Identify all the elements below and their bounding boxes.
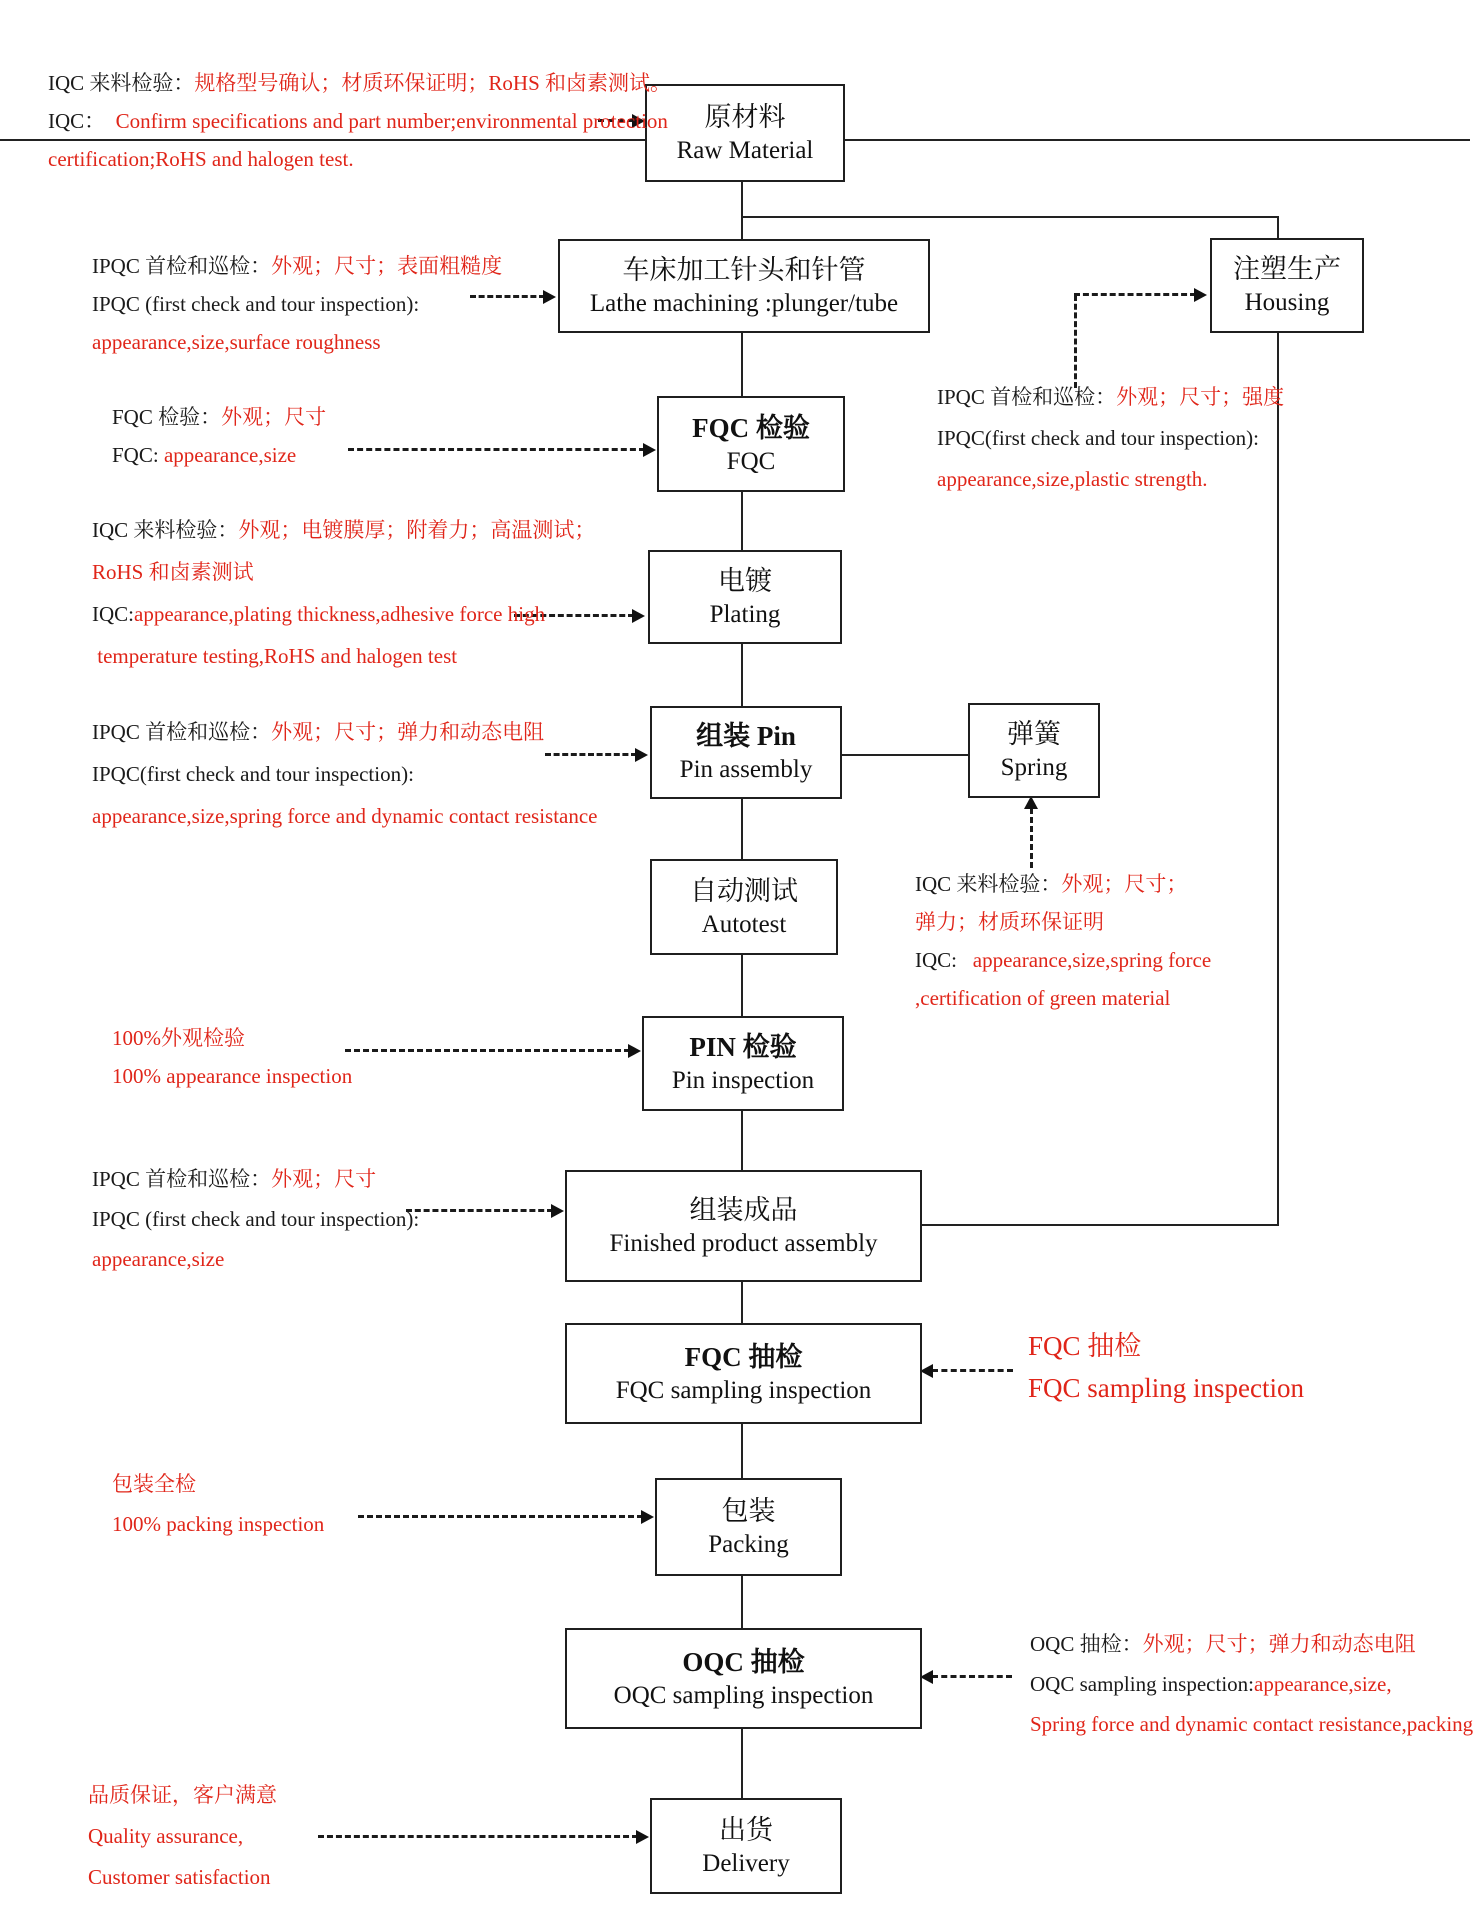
annotation-line — [112, 398, 326, 436]
annotation-text: IQC 来料检验： — [92, 518, 239, 542]
annotation-line — [48, 64, 671, 102]
note-packing — [112, 1464, 324, 1544]
annotation-text: IQC： — [48, 109, 106, 133]
dashed-arrow-finished — [406, 1209, 553, 1212]
annotation-text: 外观；尺寸； — [1061, 872, 1188, 896]
node-packing — [655, 1478, 842, 1576]
annotation-line — [1030, 1664, 1473, 1704]
node-label-en: FQC sampling inspection — [615, 1377, 872, 1404]
annotation-line — [92, 795, 598, 837]
dashed-arrow-oqc — [932, 1675, 1012, 1678]
annotation-text: appearance,size,spring force — [957, 948, 1212, 972]
node-label-en: FQC — [726, 447, 776, 475]
annotation-text: IPQC (first check and tour inspection): — [92, 292, 420, 316]
annotation-line — [112, 1504, 324, 1544]
annotation-line — [915, 979, 1211, 1017]
annotation-text: 外观；电镀膜厚；附着力；高温测试； — [238, 518, 596, 542]
note-plating-iqc — [92, 509, 595, 677]
arrowhead-fqc — [643, 443, 656, 457]
annotation-line — [92, 711, 598, 753]
connector-spring-to-pin-assembly — [838, 754, 968, 756]
connector-branch-to-housing-h — [741, 216, 1279, 218]
node-plating — [648, 550, 842, 644]
annotation-text: IQC: — [92, 602, 134, 626]
annotation-line — [92, 551, 595, 593]
node-autotest — [650, 859, 838, 955]
connector-fqc-sampling-to-packing — [741, 1420, 743, 1478]
annotation-text: OQC sampling inspection: — [1030, 1672, 1254, 1696]
arrowhead-delivery — [636, 1830, 649, 1844]
node-label-en: Finished product assembly — [609, 1229, 878, 1257]
annotation-line — [92, 247, 502, 285]
note-lathe-ipqc — [92, 247, 502, 361]
arrowhead-pin-inspection — [628, 1044, 641, 1058]
node-label-zh: 出货 — [719, 1814, 773, 1845]
annotation-line — [915, 865, 1211, 903]
connector-housing-to-finished — [918, 1224, 1279, 1226]
annotation-line — [112, 1464, 324, 1504]
node-label-zh: 注塑生产 — [1233, 254, 1341, 284]
annotation-line — [92, 1239, 419, 1279]
note-delivery — [88, 1775, 277, 1898]
annotation-line — [92, 593, 595, 635]
node-label-en: Raw Material — [676, 136, 814, 164]
connector-pin-inspection-to-finished — [741, 1107, 743, 1170]
connector-branch-to-housing-v — [1277, 216, 1279, 238]
node-label-zh: 组装成品 — [689, 1194, 798, 1225]
annotation-line — [48, 140, 671, 178]
node-label-zh: OQC 抽检 — [682, 1647, 805, 1677]
connector-oqc-to-delivery — [741, 1725, 743, 1798]
annotation-text: FQC 检验： — [112, 405, 222, 429]
annotation-text: IPQC 首检和巡检： — [937, 385, 1117, 409]
annotation-text: certification;RoHS and halogen test. — [48, 147, 354, 171]
dashed-arrow-delivery — [318, 1835, 638, 1838]
annotation-text: IPQC 首检和巡检： — [92, 720, 272, 744]
dashed-arrow-fqc — [348, 448, 645, 451]
connector-fqc-to-plating — [741, 488, 743, 550]
annotation-text: Quality assurance, — [88, 1824, 244, 1848]
node-fqc — [657, 396, 845, 492]
annotation-text: IPQC(first check and tour inspection): — [937, 426, 1259, 450]
annotation-text: 100%外观检验 — [112, 1026, 245, 1050]
node-label-en: Lathe machining :plunger/tube — [589, 289, 899, 317]
dashed-line-housing-note-v — [1074, 295, 1077, 388]
node-label-zh: PIN 检验 — [689, 1032, 797, 1062]
connector-pin-assembly-to-autotest — [741, 795, 743, 859]
annotation-text: IQC: — [915, 948, 957, 972]
annotation-text: 100% appearance inspection — [112, 1064, 353, 1088]
annotation-text: Customer satisfaction — [88, 1865, 271, 1889]
annotation-line — [937, 459, 1284, 500]
note-pin-ipqc — [92, 711, 598, 837]
node-oqc-sampling — [565, 1628, 922, 1729]
annotation-line — [92, 1199, 419, 1239]
annotation-line — [937, 418, 1284, 459]
node-label-zh: 包装 — [721, 1495, 776, 1526]
annotation-line — [1028, 1325, 1304, 1367]
annotation-text: appearance,size,plastic strength. — [937, 467, 1208, 491]
annotation-text: Spring force and dynamic contact resistance,packing — [1030, 1712, 1474, 1736]
annotation-line — [92, 285, 502, 323]
node-raw-material — [645, 84, 845, 182]
annotation-text: appearance,size — [92, 1247, 225, 1271]
arrowhead-packing — [641, 1510, 654, 1524]
node-label-en: Delivery — [702, 1849, 790, 1877]
annotation-text: RoHS 和卤素测试 — [92, 560, 254, 584]
annotation-line — [92, 509, 595, 551]
annotation-text: IPQC 首检和巡检： — [92, 254, 272, 278]
annotation-text: ,certification of green material — [915, 986, 1171, 1010]
arrowhead-pin-assembly — [635, 748, 648, 762]
note-housing-ipqc — [937, 377, 1284, 500]
node-label-zh: 自动测试 — [690, 875, 798, 906]
annotation-text: appearance,plating thickness,adhesive force high — [134, 602, 546, 626]
connector-autotest-to-pin-inspection — [741, 951, 743, 1016]
annotation-text: 外观；尺寸；弹力和动态电阻 — [271, 720, 545, 744]
node-label-zh: FQC 抽检 — [684, 1342, 803, 1372]
node-pin-assembly — [650, 706, 842, 799]
note-fqc — [112, 398, 326, 474]
node-label-en: Plating — [709, 600, 781, 628]
note-pin-inspection — [112, 1019, 352, 1095]
annotation-text: appearance,size, — [1254, 1672, 1392, 1696]
node-label-zh: 组装 Pin — [696, 721, 796, 751]
node-spring — [968, 703, 1100, 798]
node-label-en: Housing — [1244, 289, 1330, 316]
annotation-line — [1030, 1624, 1473, 1664]
connector-lathe-to-fqc — [741, 329, 743, 396]
annotation-text: appearance,size,surface roughness — [92, 330, 381, 354]
annotation-text: IPQC 首检和巡检： — [92, 1167, 272, 1191]
node-label-en: Pin inspection — [671, 1067, 815, 1094]
annotation-text: 外观；尺寸；强度 — [1116, 385, 1285, 409]
annotation-text: IPQC(first check and tour inspection): — [92, 762, 414, 786]
annotation-line — [1030, 1704, 1473, 1744]
node-label-zh: FQC 检验 — [692, 412, 810, 443]
annotation-text: 外观；尺寸；表面粗糙度 — [271, 254, 503, 278]
annotation-text: temperature testing,RoHS and halogen test — [92, 644, 458, 668]
annotation-text: 外观；尺寸 — [221, 405, 327, 429]
annotation-text: 外观；尺寸；弹力和动态电阻 — [1142, 1632, 1416, 1656]
annotation-text: OQC 抽检： — [1030, 1632, 1143, 1656]
annotation-text: 品质保证，客户满意 — [88, 1783, 277, 1807]
annotation-line — [92, 323, 502, 361]
node-label-en: Autotest — [701, 910, 787, 938]
annotation-text: Confirm specifications and part number;environmental protection — [105, 109, 668, 133]
dashed-arrow-pin-inspection — [345, 1049, 630, 1052]
connector-raw-to-lathe — [741, 178, 743, 239]
annotation-text: 包装全检 — [112, 1472, 196, 1496]
node-label-zh: 原材料 — [704, 101, 786, 132]
arrowhead-plating — [632, 609, 645, 623]
node-label-en: OQC sampling inspection — [613, 1682, 874, 1709]
annotation-text: 规格型号确认；材质环保证明；RoHS 和卤素测试。 — [194, 71, 672, 95]
node-housing — [1210, 238, 1364, 333]
node-label-zh: 车床加工针头和针管 — [622, 254, 866, 285]
dashed-arrow-housing-note-h — [1074, 293, 1196, 296]
annotation-text: IQC 来料检验： — [915, 872, 1062, 896]
annotation-line — [48, 102, 671, 140]
note-fqc-sampling — [1028, 1325, 1304, 1409]
node-label-zh: 电镀 — [718, 565, 772, 596]
annotation-line — [92, 1159, 419, 1199]
note-raw-iqc — [48, 64, 671, 178]
annotation-line — [88, 1775, 277, 1816]
annotation-text: IPQC (first check and tour inspection): — [92, 1207, 420, 1231]
annotation-line — [92, 753, 598, 795]
annotation-text: appearance,size,spring force and dynamic contact resistance — [92, 804, 598, 828]
dashed-arrow-spring-note-v — [1030, 808, 1033, 868]
connector-packing-to-oqc — [741, 1572, 743, 1628]
node-delivery — [650, 1798, 842, 1894]
annotation-text: 弹力；材质环保证明 — [915, 910, 1104, 934]
annotation-line — [112, 1057, 352, 1095]
node-pin-inspection — [642, 1016, 844, 1111]
annotation-text: IQC 来料检验： — [48, 71, 195, 95]
node-label-en: Packing — [708, 1530, 789, 1558]
connector-plating-to-pin-assembly — [741, 640, 743, 706]
node-label-en: Spring — [1000, 754, 1068, 781]
node-lathe-machining — [558, 239, 930, 333]
annotation-line — [1028, 1367, 1304, 1409]
annotation-text: 100% packing inspection — [112, 1512, 325, 1536]
annotation-line — [937, 377, 1284, 418]
arrowhead-finished — [551, 1204, 564, 1218]
annotation-text: 外观；尺寸 — [271, 1167, 377, 1191]
annotation-line — [112, 1019, 352, 1057]
note-spring-iqc — [915, 865, 1211, 1017]
annotation-line — [915, 903, 1211, 941]
annotation-line — [112, 436, 326, 474]
arrowhead-housing-note — [1194, 288, 1207, 302]
annotation-line — [88, 1816, 277, 1857]
dashed-arrow-fqc-sampling — [932, 1369, 1013, 1372]
annotation-line — [88, 1857, 277, 1898]
node-label-zh: 弹簧 — [1007, 719, 1061, 749]
node-label-en: Pin assembly — [679, 756, 813, 783]
note-oqc — [1030, 1624, 1473, 1744]
node-finished-assembly — [565, 1170, 922, 1282]
annotation-text: FQC sampling inspection — [1028, 1373, 1304, 1403]
node-fqc-sampling — [565, 1323, 922, 1424]
annotation-text: FQC 抽检 — [1028, 1331, 1142, 1361]
note-finished-ipqc — [92, 1159, 419, 1279]
annotation-text: FQC: — [112, 443, 159, 467]
dashed-arrow-packing — [358, 1515, 643, 1518]
annotation-text: appearance,size — [158, 443, 297, 467]
annotation-line — [92, 635, 595, 677]
annotation-line — [915, 941, 1211, 979]
connector-finished-to-fqc-sampling — [741, 1278, 743, 1323]
arrowhead-lathe — [543, 290, 556, 304]
